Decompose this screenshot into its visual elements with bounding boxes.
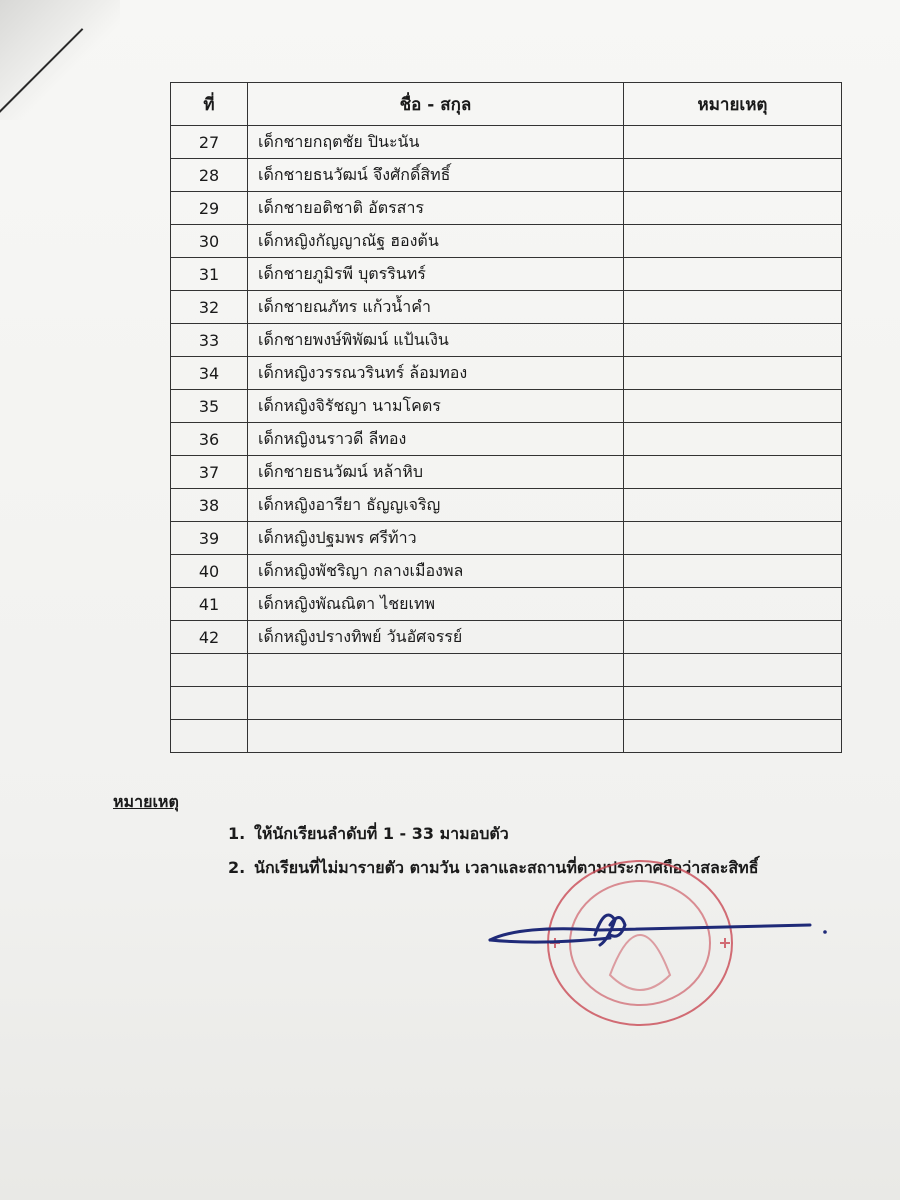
table-row — [171, 456, 842, 489]
note-number: 1. — [228, 824, 246, 843]
cell-name — [248, 720, 624, 753]
signature — [480, 900, 840, 960]
cell-name: เด็กหญิงวรรณวรินทร์ ล้อมทอง — [248, 357, 624, 390]
cell-number: 39 — [171, 522, 248, 555]
table-row — [171, 390, 842, 423]
cell-name: เด็กชายธนวัฒน์ หล้าหิบ — [248, 456, 624, 489]
table-body — [171, 126, 842, 753]
cell-note — [624, 390, 842, 423]
cell-number: 35 — [171, 390, 248, 423]
cell-name: เด็กหญิงกัญญาณัฐ ฮองต้น — [248, 225, 624, 258]
cell-name: เด็กหญิงจิรัชญา นามโคตร — [248, 390, 624, 423]
student-roster-table — [170, 82, 842, 753]
table-row — [171, 357, 842, 390]
note-number: 2. — [228, 858, 246, 877]
table-row — [171, 159, 842, 192]
cell-note — [624, 588, 842, 621]
table-row — [171, 324, 842, 357]
cell-name: เด็กชายภูมิรพี บุตรรินทร์ — [248, 258, 624, 291]
cell-number: 28 — [171, 159, 248, 192]
cell-note — [624, 489, 842, 522]
note-text: ให้นักเรียนลำดับที่ 1 - 33 มามอบตัว — [254, 824, 509, 843]
cell-name: เด็กหญิงอารียา ธัญญเจริญ — [248, 489, 624, 522]
cell-name — [248, 687, 624, 720]
cell-number: 37 — [171, 456, 248, 489]
cell-note — [624, 456, 842, 489]
note-item — [228, 822, 758, 856]
cell-note — [624, 621, 842, 654]
table-row — [171, 291, 842, 324]
table-row — [171, 654, 842, 687]
cell-name: เด็กหญิงปรางทิพย์ วันอัศจรรย์ — [248, 621, 624, 654]
cell-number: 41 — [171, 588, 248, 621]
cell-note — [624, 522, 842, 555]
cell-number: 40 — [171, 555, 248, 588]
table-row — [171, 489, 842, 522]
table-row — [171, 126, 842, 159]
table-header-row — [171, 83, 842, 126]
header-name: ชื่อ - สกุล — [248, 83, 624, 126]
table-row — [171, 192, 842, 225]
table-row — [171, 720, 842, 753]
table-row — [171, 687, 842, 720]
cell-note — [624, 654, 842, 687]
table-row — [171, 588, 842, 621]
cell-note — [624, 291, 842, 324]
cell-number — [171, 687, 248, 720]
cell-name: เด็กชายอติชาติ อัตรสาร — [248, 192, 624, 225]
cell-note — [624, 258, 842, 291]
cell-name: เด็กชายธนวัฒน์ จึงศักดิ์สิทธิ์ — [248, 159, 624, 192]
cell-number: 30 — [171, 225, 248, 258]
cell-name: เด็กหญิงปฐมพร ศรีท้าว — [248, 522, 624, 555]
cell-note — [624, 423, 842, 456]
cell-note — [624, 192, 842, 225]
cell-note — [624, 357, 842, 390]
cell-number: 38 — [171, 489, 248, 522]
cell-name — [248, 654, 624, 687]
cell-number: 33 — [171, 324, 248, 357]
cell-name: เด็กชายกฤตชัย ปินะนัน — [248, 126, 624, 159]
cell-note — [624, 225, 842, 258]
cell-name: เด็กหญิงพัชริญา กลางเมืองพล — [248, 555, 624, 588]
cell-name: เด็กหญิงพัณณิตา ไชยเทพ — [248, 588, 624, 621]
header-note: หมายเหตุ — [624, 83, 842, 126]
notes-title: หมายเหตุ — [113, 792, 179, 811]
cell-number: 42 — [171, 621, 248, 654]
cell-name: เด็กหญิงนราวดี ลีทอง — [248, 423, 624, 456]
cell-note — [624, 555, 842, 588]
table-row — [171, 621, 842, 654]
header-number: ที่ — [171, 83, 248, 126]
cell-name: เด็กชายณภัทร แก้วน้ำคำ — [248, 291, 624, 324]
cell-note — [624, 720, 842, 753]
page-fold-shadow — [0, 0, 120, 120]
note-text: นักเรียนที่ไม่มารายตัว ตามวัน เวลาและสถานที่ตามประกาศถือว่าสละสิทธิ์ — [254, 858, 759, 877]
table-row — [171, 423, 842, 456]
table-row — [171, 225, 842, 258]
table-row — [171, 258, 842, 291]
cell-note — [624, 324, 842, 357]
cell-name: เด็กชายพงษ์พิพัฒน์ แป้นเงิน — [248, 324, 624, 357]
cell-number: 36 — [171, 423, 248, 456]
cell-note — [624, 159, 842, 192]
cell-note — [624, 126, 842, 159]
cell-number — [171, 720, 248, 753]
cell-number: 31 — [171, 258, 248, 291]
cell-number: 29 — [171, 192, 248, 225]
cell-number: 27 — [171, 126, 248, 159]
table-row — [171, 555, 842, 588]
cell-number: 32 — [171, 291, 248, 324]
cell-note — [624, 687, 842, 720]
table-row — [171, 522, 842, 555]
cell-number — [171, 654, 248, 687]
cell-number: 34 — [171, 357, 248, 390]
